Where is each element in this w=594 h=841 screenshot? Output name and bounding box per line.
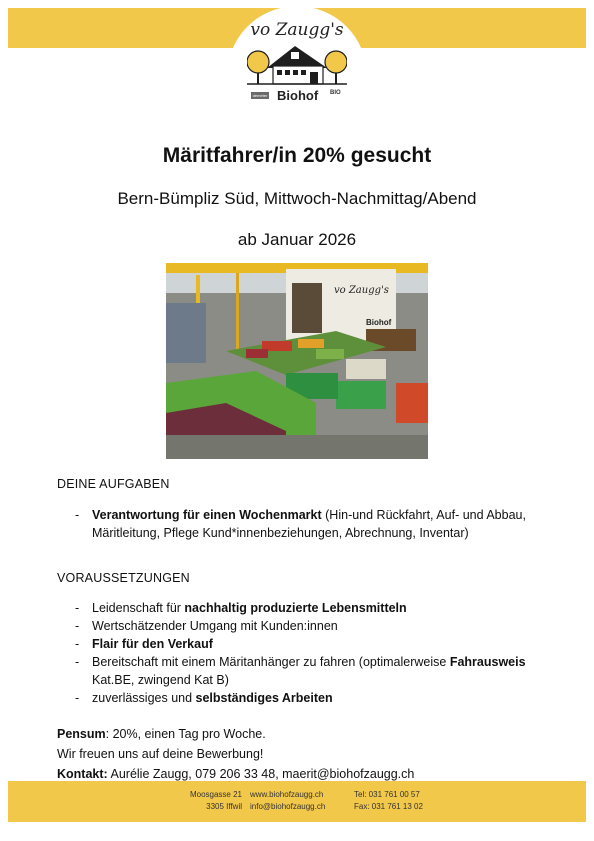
list-item	[57, 506, 537, 542]
req-text: zuverlässiges und	[92, 691, 196, 705]
task-rest: (Hin-und Rückfahrt, Auf- und Abbau, Märitleitung, Pflege Kund*innenbeziehungen, Abrechnung, Inventar)	[92, 508, 526, 540]
req-text: Leidenschaft für	[92, 601, 185, 615]
footer-city: 3305 Iffwil	[206, 802, 242, 811]
req-bold: Fahrausweis	[449, 655, 526, 669]
market-stall-illustration	[166, 263, 428, 459]
farmhouse-logo-icon	[247, 42, 347, 88]
footer-fax: Fax: 031 761 13 02	[354, 802, 423, 811]
bio-badge: BIO	[330, 90, 341, 96]
logo-script-text: vo Zaugg's	[250, 20, 344, 40]
footer-address	[164, 789, 242, 813]
market-stall-photo	[166, 263, 428, 459]
shop-brand-text: Biohof	[366, 318, 392, 327]
pensum-line	[57, 724, 557, 744]
list-item	[57, 635, 537, 653]
contact-text[interactable]: Aurélie Zaugg, 079 206 33 48, maerit@biohofzaugg.ch	[107, 767, 415, 781]
requirements-heading: VORAUSSETZUNGEN	[57, 571, 190, 585]
list-item	[57, 653, 537, 689]
list-item	[57, 617, 537, 635]
requirements-list	[57, 599, 537, 707]
tasks-heading: DEINE AUFGABEN	[57, 477, 170, 491]
list-item	[57, 689, 537, 707]
footer	[8, 781, 586, 822]
page-title: Märitfahrer/in 20% gesucht	[162, 144, 432, 167]
footer-phone	[354, 789, 423, 813]
tasks-list	[57, 506, 537, 542]
req-bold: Flair für den Verkauf	[92, 637, 213, 651]
req-bold: selbständiges Arbeiten	[195, 691, 333, 705]
task-bold: Verantwortung für einen Wochenmarkt	[92, 508, 322, 522]
pensum-label: Pensum	[57, 727, 106, 741]
location-subtitle: Bern-Bümpliz Süd, Mittwoch-Nachmittag/Abend	[117, 189, 477, 208]
req-text: Wertschätzender Umgang mit Kunden:innen	[92, 619, 338, 633]
footer-web-link[interactable]: www.biohofzaugg.ch	[250, 790, 324, 799]
logo-brand: Biohof	[277, 88, 319, 103]
start-date-subtitle: ab Januar 2026	[237, 230, 357, 249]
closing-line: Wir freuen uns auf deine Bewerbung!	[57, 747, 264, 761]
demeter-badge: demeter	[252, 93, 268, 98]
req-bold: nachhaltig produzierte Lebensmitteln	[184, 601, 407, 615]
logo	[227, 6, 367, 110]
req-text: Kat.BE, zwingend Kat B)	[92, 673, 229, 687]
footer-street: Moosgasse 21	[189, 790, 242, 799]
footer-tel: Tel: 031 761 00 57	[354, 790, 420, 799]
footer-email-link[interactable]: info@biohofzaugg.ch	[250, 802, 326, 811]
pensum-text: : 20%, einen Tag pro Woche.	[105, 727, 266, 741]
footer-online	[250, 789, 325, 813]
contact-label: Kontakt:	[57, 767, 108, 781]
req-text: Bereitschaft mit einem Märitanhänger zu fahren (optimalerweise	[92, 655, 450, 669]
shop-sign-text: vo Zaugg's	[334, 285, 389, 296]
closing-block	[57, 724, 557, 784]
list-item	[57, 599, 537, 617]
